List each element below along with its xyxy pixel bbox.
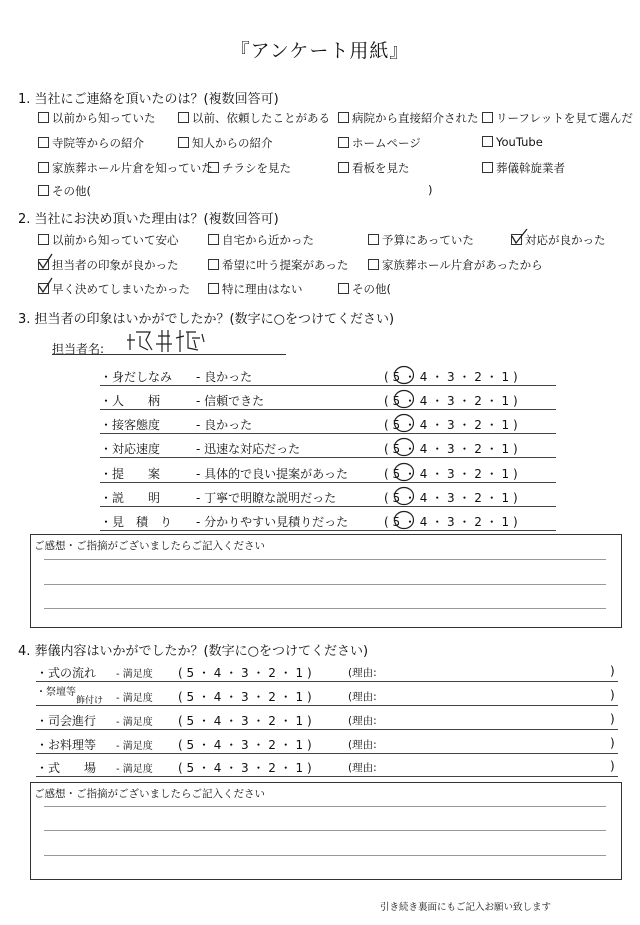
handwritten-staff-name (126, 326, 216, 356)
q3-rating-scale[interactable]: ( 5 ・ 4 ・ 3 ・ 2 ・ 1 ) (384, 394, 518, 408)
q1-option[interactable]: 家族葬ホール片倉を知っていた (38, 160, 213, 176)
check-mark-icon (39, 278, 52, 292)
selected-circle-icon (392, 509, 416, 531)
row-underline (100, 457, 556, 458)
q4-item-label: ・式 場 (36, 761, 97, 775)
comment-line (44, 855, 606, 856)
check-mark-icon (39, 254, 52, 268)
q2-option[interactable]: 自宅から近かった (208, 232, 314, 248)
selected-circle-icon (392, 388, 416, 410)
q1-option[interactable]: 葬儀斡旋業者 (482, 160, 565, 176)
q4-reason-label[interactable]: (理由: (348, 715, 377, 727)
q2-option[interactable]: 希望に叶う提案があった (208, 257, 348, 273)
q3-heading: 3. 担当者の印象はいかがでしたか？(数字に○をつけてください) (18, 312, 395, 327)
q3-item-desc: - 良かった (196, 418, 253, 432)
selected-circle-icon (392, 364, 416, 386)
q1-option[interactable]: ホームページ (338, 135, 421, 151)
q4-reason-close: ) (610, 664, 615, 678)
comment-line (44, 584, 606, 585)
q4-item-label: ・式の流れ (36, 666, 97, 680)
q3-rating-scale[interactable]: ( 5 ・ 4 ・ 3 ・ 2 ・ 1 ) (384, 491, 518, 505)
row-underline (100, 530, 556, 531)
q3-item-label: ・身だしなみ (100, 370, 173, 384)
form-title: 『アンケート用紙』 (230, 40, 410, 62)
q3-rating-scale[interactable]: ( 5 ・ 4 ・ 3 ・ 2 ・ 1 ) (384, 418, 518, 432)
selected-circle-icon (392, 485, 416, 507)
q3-rating-scale[interactable]: ( 5 ・ 4 ・ 3 ・ 2 ・ 1 ) (384, 442, 518, 456)
q4-reason-close: ) (610, 736, 615, 750)
selected-circle-icon (392, 461, 416, 483)
comment-line (44, 806, 606, 807)
q3-item-desc: - 信頼できた (196, 394, 265, 408)
q4-rating-scale[interactable]: ( 5 ・ 4 ・ 3 ・ 2 ・ 1 ) (178, 714, 312, 728)
row-underline (36, 705, 618, 706)
q3-item-label: ・提 案 (100, 467, 161, 481)
q2-option-checked[interactable]: 担当者の印象が良かった (38, 257, 179, 273)
q4-rating-scale[interactable]: ( 5 ・ 4 ・ 3 ・ 2 ・ 1 ) (178, 666, 312, 680)
row-underline (36, 776, 618, 777)
q1-option[interactable]: 知人からの紹介 (178, 135, 273, 151)
q3-item-label: ・接客態度 (100, 418, 161, 432)
q4-reason-close: ) (610, 688, 615, 702)
q4-item-suffix: - 満足度 (116, 741, 153, 752)
comment-line (44, 830, 606, 831)
q1-option[interactable]: 病院から直接紹介された (338, 110, 479, 126)
q4-reason-label[interactable]: (理由: (348, 762, 377, 774)
q3-rating-scale[interactable]: ( 5 ・ 4 ・ 3 ・ 2 ・ 1 ) (384, 467, 518, 481)
q4-reason-close: ) (610, 759, 615, 773)
q4-reason-close: ) (610, 712, 615, 726)
q3-rating-scale[interactable]: ( 5 ・ 4 ・ 3 ・ 2 ・ 1 ) (384, 515, 518, 529)
row-underline (100, 482, 556, 483)
q2-option-checked[interactable]: 対応が良かった (511, 232, 606, 248)
q3-item-label: ・説 明 (100, 491, 161, 505)
check-mark-icon (512, 229, 527, 243)
q4-rating-scale[interactable]: ( 5 ・ 4 ・ 3 ・ 2 ・ 1 ) (178, 738, 312, 752)
q1-heading: 1. 当社にご連絡を頂いたのは？(複数回答可) (18, 92, 279, 107)
q1-option[interactable]: 看板を見た (338, 160, 410, 176)
footer-note: 引き続き裏面にもご記入お願い致します (380, 902, 552, 913)
q4-reason-label[interactable]: (理由: (348, 739, 377, 751)
q4-rating-scale[interactable]: ( 5 ・ 4 ・ 3 ・ 2 ・ 1 ) (178, 761, 312, 775)
q1-option[interactable]: 以前、依頼したことがある (178, 110, 330, 126)
q1-option-other[interactable]: その他( (38, 183, 91, 199)
q4-item-suffix: - 満足度 (116, 764, 153, 775)
q1-other-close: ) (428, 183, 433, 197)
q2-option-checked[interactable]: 早く決めてしまいたかった (38, 281, 190, 297)
q3-item-desc: - 分かりやすい見積りだった (196, 515, 349, 529)
row-underline (36, 729, 618, 730)
row-underline (100, 506, 556, 507)
staff-name-label: 担当者名: (52, 342, 105, 356)
q1-option[interactable]: 寺院等からの紹介 (38, 135, 144, 151)
comment-line (44, 608, 606, 609)
selected-circle-icon (392, 412, 416, 434)
q2-option-other[interactable]: その他( (338, 281, 391, 297)
q2-option[interactable]: 特に理由はない (208, 281, 303, 297)
q3-item-label: ・人 柄 (100, 394, 161, 408)
q3-rating-scale[interactable]: ( 5 ・ 4 ・ 3 ・ 2 ・ 1 ) (384, 370, 518, 384)
q2-heading: 2. 当社にお決め頂いた理由は？(複数回答可) (18, 212, 279, 227)
row-underline (100, 409, 556, 410)
q3-comment-label: ご感想・ご指摘がございましたらご記入ください (34, 540, 265, 552)
q2-option[interactable]: 予算にあっていた (368, 232, 474, 248)
q3-item-desc: - 迅速な対応だった (196, 442, 301, 456)
selected-circle-icon (392, 436, 416, 458)
q4-item-suffix: - 満足度 (116, 669, 153, 680)
q4-heading: 4. 葬儀内容はいかがでしたか？(数字に○をつけてください) (18, 644, 369, 659)
q4-reason-label[interactable]: (理由: (348, 667, 377, 679)
q3-item-desc: - 良かった (196, 370, 253, 384)
q3-item-desc: - 具体的で良い提案があった (196, 467, 349, 481)
q4-comment-label: ご感想・ご指摘がございましたらご記入ください (34, 788, 265, 800)
q2-option[interactable]: 家族葬ホール片倉があったから (368, 257, 543, 273)
q4-item-suffix: - 満足度 (116, 693, 153, 704)
q4-item-label: ・お料理等 (36, 738, 97, 752)
q4-rating-scale[interactable]: ( 5 ・ 4 ・ 3 ・ 2 ・ 1 ) (178, 690, 312, 704)
q3-item-label: ・対応速度 (100, 442, 161, 456)
q1-option[interactable]: 以前から知っていた (38, 110, 156, 126)
row-underline (100, 433, 556, 434)
q4-item-label: $^{・祭壇等}_{飾付け}$ (36, 687, 104, 706)
q1-option[interactable]: チラシを見た (208, 160, 291, 176)
comment-line (44, 559, 606, 560)
row-underline (36, 681, 618, 682)
q4-item-suffix: - 満足度 (116, 717, 153, 728)
q1-option[interactable]: YouTube (482, 135, 543, 149)
q1-option[interactable]: リーフレットを見て選んだ (482, 110, 633, 126)
row-underline (36, 753, 618, 754)
q3-item-desc: - 丁寧で明瞭な説明だった (196, 491, 337, 505)
q4-reason-label[interactable]: (理由: (348, 691, 377, 703)
q4-item-label: ・司会進行 (36, 714, 97, 728)
q2-option[interactable]: 以前から知っていて安心 (38, 232, 179, 248)
row-underline (100, 385, 556, 386)
q3-item-label: ・見 積 り (100, 515, 173, 529)
